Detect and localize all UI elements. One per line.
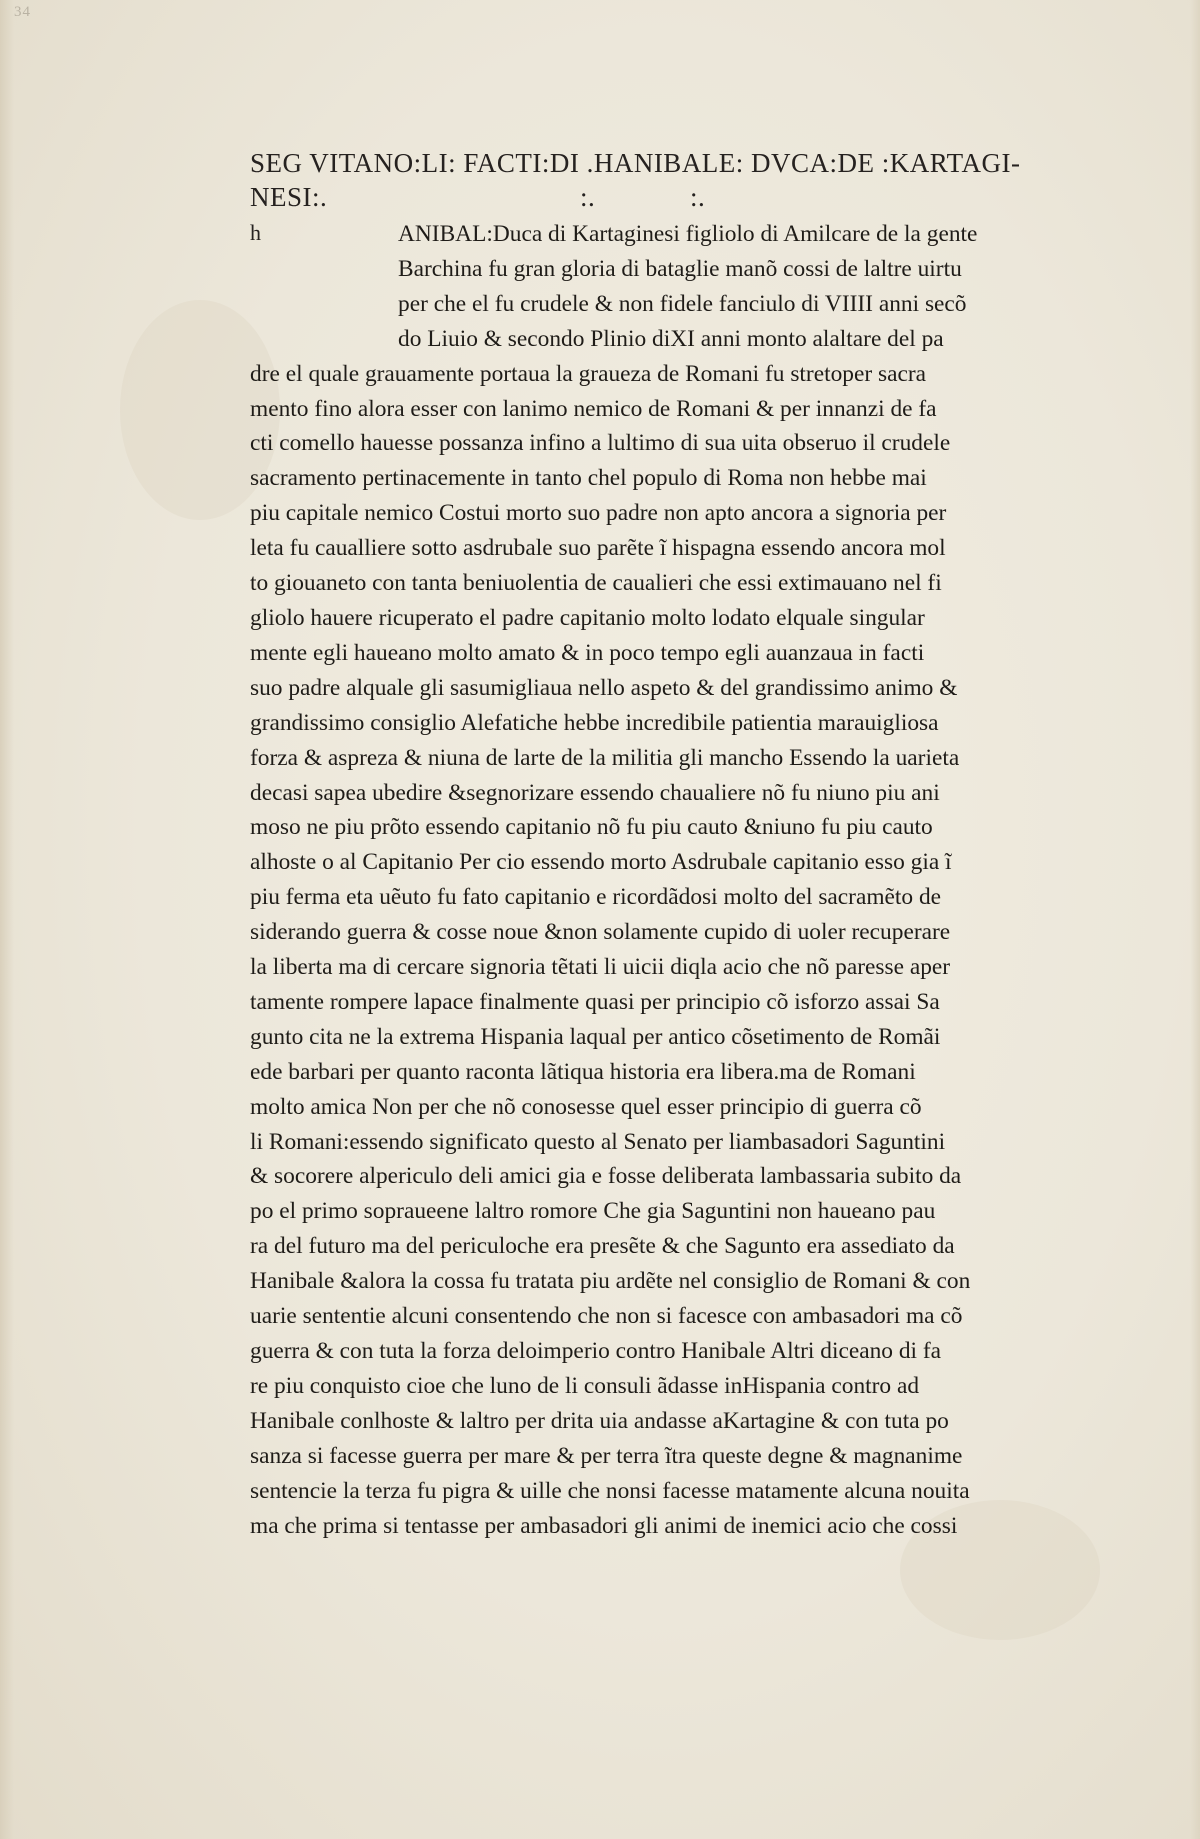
page-edge-shadow (1190, 0, 1200, 1839)
folio-number: 34 (14, 4, 31, 20)
text-line: ma che prima si tentasse per ambasadori gli animi de inemici acio che cossi (250, 1512, 958, 1539)
text-line: gliolo hauere ricuperato el padre capitanio molto lodato elquale singular (250, 604, 925, 631)
text-line: Hanibale conlhoste & laltro per drita uia andasse aKartagine & con tuta po (250, 1407, 949, 1434)
text-line: per che el fu crudele & non fidele fanciulo di VIIII anni secõ (398, 290, 967, 317)
page-gutter-shadow (0, 0, 14, 1839)
text-line: leta fu caualliere sotto asdrubale suo parẽte ĩ hispagna essendo ancora mol (250, 535, 946, 562)
text-line: grandissimo consiglio Alefatiche hebbe incredibile patientia marauigliosa (250, 709, 939, 736)
text-line: moso ne piu prõto essendo capitanio nõ fu piu cauto &niuno fu piu cauto (250, 814, 933, 841)
text-line: alhoste o al Capitanio Per cio essendo morto Asdrubale capitanio esso gia ĩ (250, 849, 952, 876)
text-line: sentencie la terza fu pigra & uille che nonsi facesse matamente alcuna nouita (250, 1477, 970, 1504)
heading-line-2 (250, 180, 1130, 214)
text-line: to giouaneto con tanta beniuolentia de caualieri che essi extimauano nel fi (250, 570, 942, 597)
text-line: ra del futuro ma del periculoche era presẽte & che Sagunto era assediato da (250, 1233, 955, 1260)
text-line: re piu conquisto cioe che luno de li consuli ãdasse inHispania contro ad (250, 1372, 920, 1399)
text-line: sanza si facesse guerra per mare & per terra ĩtra queste degne & magnanime (250, 1442, 963, 1469)
heading-line-1: SEG VITANO:LI: FACTI:DI .HANIBALE: DVCA:DE :KARTAGI- (250, 148, 1021, 178)
initial-guide-letter: h (250, 220, 261, 245)
text-line: Hanibale &alora la cossa fu tratata piu ardẽte nel consiglio de Romani & con (250, 1268, 971, 1295)
text-line: dre el quale grauamente portaua la graueza de Romani fu stretoper sacra (250, 360, 927, 387)
text-line: do Liuio & secondo Plinio diXI anni monto alaltare del pa (398, 325, 944, 352)
text-line: decasi sapea ubedire &segnorizare essendo chaualiere nõ fu niuno piu ani (250, 779, 940, 806)
text-line: ede barbari per quanto raconta lãtiqua historia era libera.ma de Romani (250, 1058, 916, 1085)
body-text (250, 217, 1098, 1543)
text-line: mente egli haueano molto amato & in poco tempo egli auanzaua in facti (250, 639, 925, 666)
text-line: siderando guerra & cosse noue &non solamente cupido di uoler recuperare (250, 919, 951, 946)
text-line: sacramento pertinacemente in tanto chel populo di Roma non hebbe mai (250, 465, 927, 492)
heading-mark: :. (690, 182, 706, 212)
text-line: li Romani:essendo significato questo al Senato per liambasadori Saguntini (250, 1128, 946, 1155)
heading-line-2-start: NESI:. (250, 182, 328, 212)
text-line: Barchina fu gran gloria di bataglie manõ cossi de laltre uirtu (398, 255, 962, 282)
text-line: piu capitale nemico Costui morto suo padre non apto ancora a signoria per (250, 500, 947, 527)
text-line: tamente rompere lapace finalmente quasi per principio cõ isforzo assai Sa (250, 988, 940, 1015)
heading-mark: :. (580, 182, 596, 212)
text-line: la liberta ma di cercare signoria tẽtati li uicii diqla acio che nõ paresse aper (250, 954, 951, 981)
text-line: guerra & con tuta la forza deloimperio contro Hanibale Altri diceano di fa (250, 1338, 942, 1364)
text-line: ANIBAL:Duca di Kartaginesi figliolo di Amilcare de la gente (398, 221, 978, 247)
text-line: molto amica Non per che nõ conosesse quel esser principio di guerra cõ (250, 1093, 922, 1120)
text-line: gunto cita ne la extrema Hispania laqual per antico cõsetimento de Romãi (250, 1023, 941, 1050)
text-line: forza & aspreza & niuna de larte de la militia gli mancho Essendo la uarieta (250, 744, 960, 771)
text-line: piu ferma eta uẽuto fu fato capitanio e ricordãdosi molto del sacramẽto de (250, 884, 942, 911)
text-line: uarie sententie alcuni consentendo che non si facesce con ambasadori ma cõ (250, 1303, 963, 1330)
text-line: po el primo sopraueene laltro romore Che gia Saguntini non haueano pau (250, 1198, 936, 1225)
text-line: cti comello hauesse possanza infino a lultimo di sua uita obseruo il crudele (250, 430, 951, 457)
chapter-heading (250, 146, 1130, 214)
text-line: mento fino alora esser con lanimo nemico de Romani & per innanzi de fa (250, 395, 937, 422)
text-line: suo padre alquale gli sasumigliaua nello aspeto & del grandissimo animo & (250, 674, 958, 701)
text-line: & socorere alpericulo deli amici gia e fosse deliberata lambassaria subito da (250, 1163, 962, 1190)
